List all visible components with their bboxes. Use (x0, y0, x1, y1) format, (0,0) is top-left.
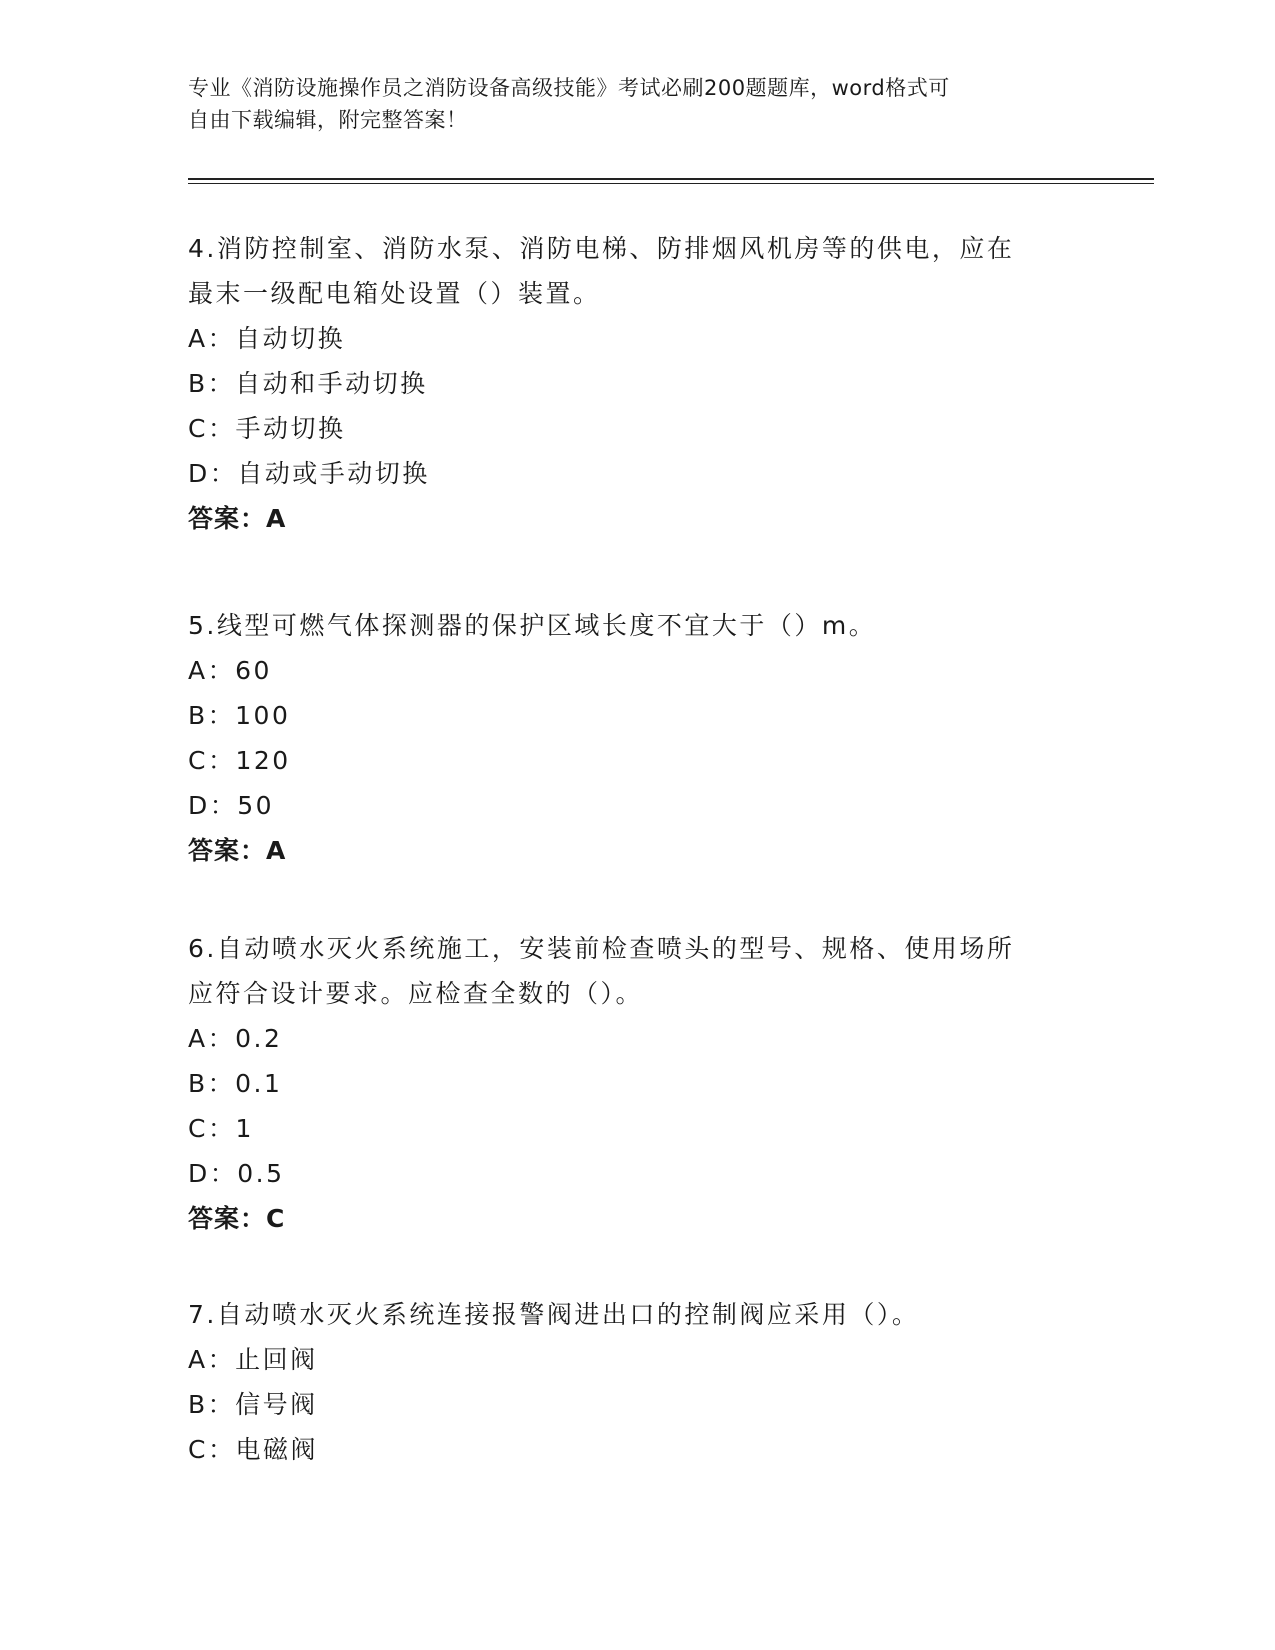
answer: 答案：A (188, 504, 287, 533)
option-b: B：100 (188, 701, 291, 730)
answer: 答案：C (188, 1204, 286, 1233)
option-a: A：自动切换 (188, 324, 346, 353)
header-line-2: 自由下载编辑，附完整答案！ (188, 108, 468, 132)
option-b: B：0.1 (188, 1069, 283, 1098)
question-text-line: 6.自动喷水灭火系统施工，安装前检查喷头的型号、规格、使用场所 (188, 934, 1015, 963)
question-5 (188, 603, 1088, 873)
question-text-line: 最末一级配电箱处设置（）装置。 (188, 279, 601, 308)
option-c: C：电磁阀 (188, 1435, 318, 1464)
option-c: C：手动切换 (188, 414, 346, 443)
question-text-line: 5.线型可燃气体探测器的保护区域长度不宜大于（）m。 (188, 611, 877, 640)
header-divider-thick (188, 178, 1154, 180)
question-7 (188, 1292, 1088, 1472)
option-d: D：0.5 (188, 1159, 285, 1188)
option-c: C：120 (188, 746, 291, 775)
question-6 (188, 926, 1088, 1241)
option-c: C：1 (188, 1114, 254, 1143)
option-b: B：自动和手动切换 (188, 369, 428, 398)
question-text-line: 7.自动喷水灭火系统连接报警阀进出口的控制阀应采用（）。 (188, 1300, 920, 1329)
option-d: D：自动或手动切换 (188, 459, 430, 488)
option-a: A：0.2 (188, 1024, 283, 1053)
question-text-line: 应符合设计要求。应检查全数的（）。 (188, 979, 644, 1008)
header-divider-thin (188, 183, 1154, 184)
option-a: A：60 (188, 656, 272, 685)
question-text-line: 4.消防控制室、消防水泵、消防电梯、防排烟风机房等的供电，应在 (188, 234, 1015, 263)
answer: 答案：A (188, 836, 287, 865)
document-header (188, 72, 1088, 136)
option-a: A：止回阀 (188, 1345, 318, 1374)
question-4 (188, 226, 1088, 541)
header-line-1: 专业《消防设施操作员之消防设备高级技能》考试必刷200题题库，word格式可 (188, 76, 950, 100)
option-d: D：50 (188, 791, 275, 820)
option-b: B：信号阀 (188, 1390, 318, 1419)
